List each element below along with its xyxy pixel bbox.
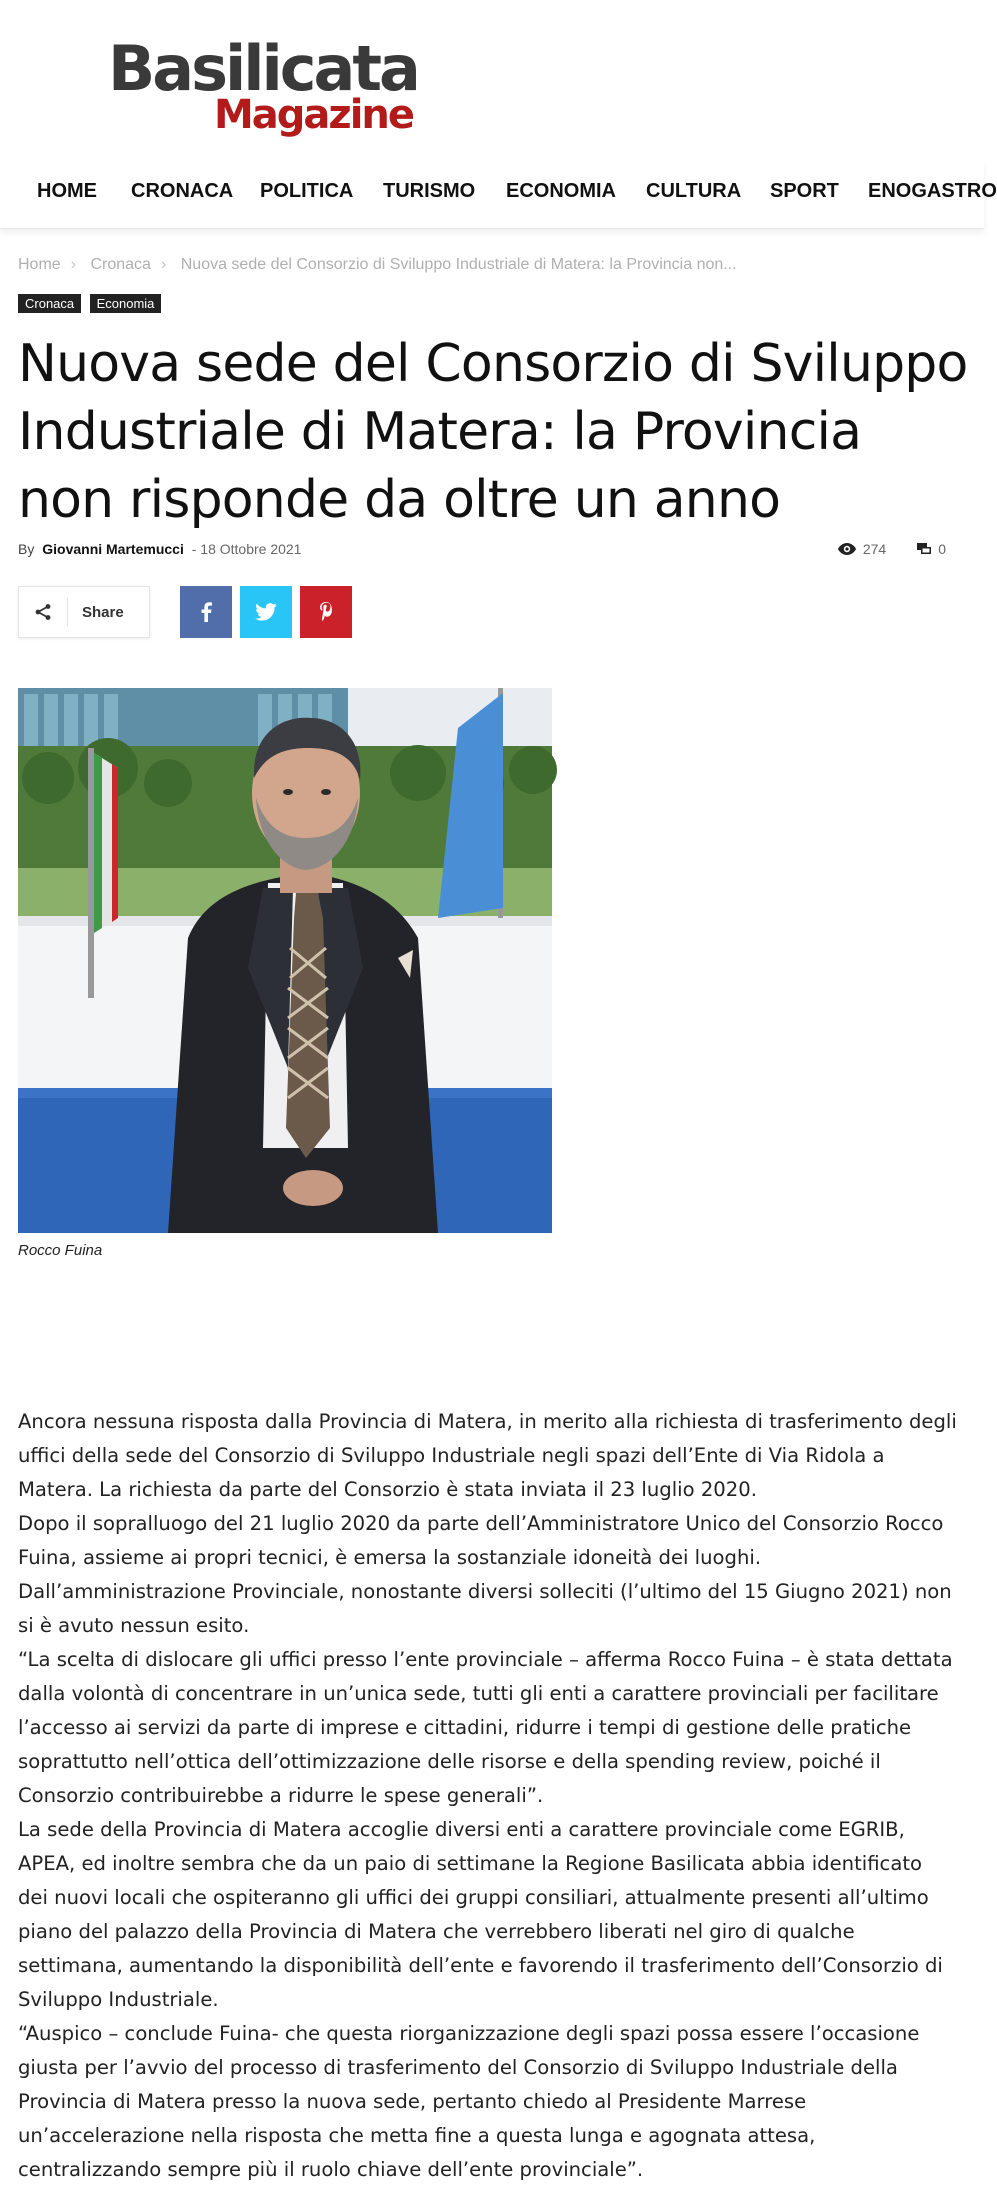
paragraph: “La scelta di dislocare gli uffici presso l’ente provinciale – afferma Rocco Fuina – è stata dettata dalla volontà di concentrare in un’unica sede, tutti gli enti a carattere provinciali per facilitare l’accesso ai servizi da parte di imprese e cittadini, ridurre i tempi di gestione delle pratiche soprattutto nell’ottica dell’ottimizzazione delle risorse e della spending review, poiché il Consorzio contribuirebbe a ridurre le spese generali”. [18,1648,953,1807]
breadcrumb-cronaca[interactable]: Cronaca [90,256,151,273]
comment-icon [916,542,932,556]
views-value: 274 [862,541,887,557]
article-meta [18,541,301,557]
facebook-share-button[interactable] [180,586,232,638]
article-date: 18 Ottobre 2021 [200,541,302,557]
category-tags [18,294,165,313]
views-count [837,541,886,557]
nav-home[interactable]: HOME [37,180,97,202]
article-photo[interactable] [18,688,552,1233]
nav-politica[interactable]: POLITICA [260,180,354,202]
eye-icon [837,542,857,556]
breadcrumb-home[interactable]: Home [18,256,61,273]
breadcrumb-separator-icon: › [160,256,167,273]
facebook-icon [200,602,212,622]
share-label: Share [82,603,124,621]
paragraph: Dall’amministrazione Provinciale, nonostante diversi solleciti (l’ultimo del 15 Giugno 2021) non si è avuto nessun esito. [18,1580,952,1637]
photo-caption: Rocco Fuina [18,1242,103,1259]
paragraph: Dopo il sopralluogo del 21 luglio 2020 da parte dell’Amministratore Unico del Consorzio Rocco Fuina, assieme ai propri tecnici, è emersa la sostanziale idoneità dei luoghi. [18,1512,944,1569]
comments-value: 0 [938,541,946,557]
nav-cultura[interactable]: CULTURA [646,180,742,202]
twitter-icon [255,603,277,621]
share-icon [34,603,52,621]
author-link[interactable]: Giovanni Martemucci [42,541,184,557]
tag-economia[interactable]: Economia [90,294,162,313]
logo-bottom-text: Magazine [214,92,414,138]
nav-economia[interactable]: ECONOMIA [506,180,616,202]
logo-top-text: Basilicata [108,32,418,105]
pinterest-share-button[interactable] [300,586,352,638]
paragraph: Ancora nessuna risposta dalla Provincia di Matera, in merito alla richiesta di trasferimento degli uffici della sede del Consorzio di Sviluppo Industriale negli spazi dell’Ente di Via Ridola a Matera. La richiesta da parte del Consorzio è stata inviata il 23 luglio 2020. [18,1410,957,1501]
nav-sport[interactable]: SPORT [770,180,839,202]
article-stats [837,541,946,557]
breadcrumb [18,256,747,274]
site-logo[interactable] [108,32,418,138]
breadcrumb-separator-icon: › [70,256,77,273]
main-navigation [0,160,997,229]
portrait-photo-illustration [18,688,552,1233]
nav-enogastronomia[interactable]: ENOGASTRO [868,180,997,202]
tag-cronaca[interactable]: Cronaca [18,294,81,313]
article-body [18,1405,958,2187]
paragraph: “Auspico – conclude Fuina- che questa riorganizzazione degli spazi possa essere l’occasione giusta per l’avvio del processo di trasferimento del Consorzio di Sviluppo Industriale della Provincia di Matera presso la nuova sede, pertanto chiedo al Presidente Marrese un’accelerazione nella risposta che metta fine a questa lunga e agognata attesa, centralizzando sempre più il ruolo chiave dell’ente provinciale”. [18,2022,920,2181]
nav-cronaca[interactable]: CRONACA [131,180,234,202]
by-label: By [18,541,35,557]
nav-turismo[interactable]: TURISMO [383,180,476,202]
article-title: Nuova sede del Consorzio di Sviluppo Industriale di Matera: la Provincia non risponde da oltre un anno [18,334,968,530]
paragraph: La sede della Provincia di Matera accoglie diversi enti a carattere provinciale come EGRIB, APEA, ed inoltre sembra che da un paio di settimane la Regione Basilicata abbia identificato dei nuovi locali che ospiteranno gli uffici dei gruppi consiliari, attualmente presenti all’ultimo piano del palazzo della Provincia di Matera che verrebbero liberati nel giro di qualche settimana, aumentando la disponibilità dell’ente e favorendo il trasferimento dell’Consorzio di Sviluppo Industriale. [18,1818,943,2011]
twitter-share-button[interactable] [240,586,292,638]
comments-count[interactable] [916,541,946,557]
share-button[interactable] [18,586,150,638]
date-separator: - [191,541,197,557]
pinterest-icon [319,602,333,622]
breadcrumb-current: Nuova sede del Consorzio di Sviluppo Industriale di Matera: la Provincia non... [180,256,737,273]
